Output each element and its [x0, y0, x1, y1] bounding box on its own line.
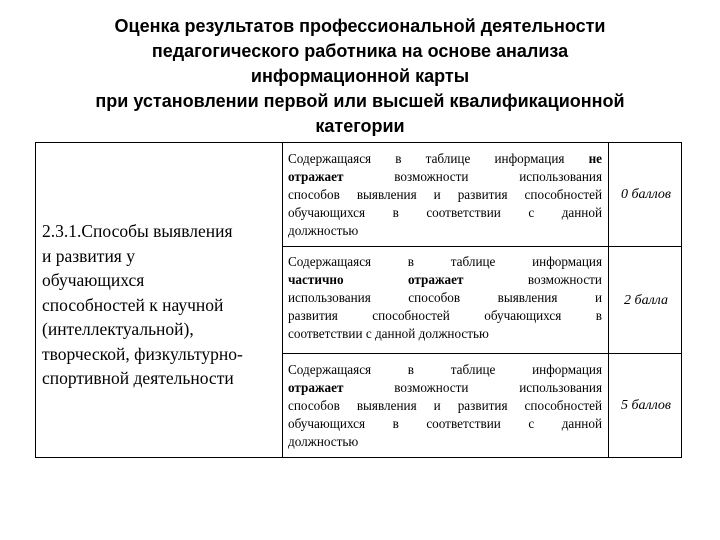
page-title — [40, 14, 680, 139]
description-line: должностью — [288, 223, 359, 238]
column-divider — [282, 143, 283, 457]
description-line: развития способностей обучающихся в — [288, 308, 602, 323]
row-score: 5 баллов — [621, 398, 671, 413]
description-line: способов выявления и развития способностей — [288, 398, 603, 413]
title-line: информационной карты — [250, 66, 470, 86]
row-score: 0 баллов — [621, 187, 671, 202]
criterion-line: спортивной деятельности — [42, 368, 234, 388]
description-line: отражает возможности использования — [288, 169, 603, 184]
title-line: при установлении первой или высшей квалификационной — [95, 91, 625, 111]
description-line: Содержащаяся в таблице информация — [288, 254, 603, 269]
row-description — [288, 150, 602, 240]
row-divider — [282, 353, 681, 354]
row-divider — [282, 246, 681, 247]
criterion-cell — [42, 219, 280, 391]
criterion-line: обучающихся — [42, 270, 145, 290]
description-line: отражает возможности использования — [288, 380, 603, 395]
description-line: обучающихся в соответствии с данной — [288, 205, 603, 220]
criterion-line: и развития у — [42, 245, 135, 266]
description-line: использования способов выявления и — [288, 290, 602, 305]
description-line: должностью — [288, 434, 359, 449]
title-line: категории — [315, 116, 405, 136]
description-line: соответствии с данной должностью — [288, 326, 489, 341]
description-line: частично отражает возможности — [288, 272, 602, 287]
criterion-line: (интеллектуальной), — [42, 319, 194, 339]
criterion-line: 2.3.1.Способы выявления — [42, 221, 233, 241]
criteria-table — [35, 142, 682, 458]
title-line: Оценка результатов профессиональной деятельности — [114, 16, 606, 36]
criterion-line: творческой, физкультурно- — [42, 343, 243, 364]
title-line: педагогического работника на основе анализа — [151, 41, 569, 61]
description-line: способов выявления и развития способностей — [288, 187, 603, 202]
description-line: Содержащаяся в таблице информация — [288, 362, 603, 377]
row-description — [288, 253, 602, 343]
row-score: 2 балла — [624, 293, 668, 308]
row-description — [288, 361, 602, 451]
description-line: Содержащаяся в таблице информация не — [288, 151, 603, 166]
column-divider — [608, 143, 609, 457]
criterion-line: способностей к научной — [42, 294, 224, 315]
description-line: обучающихся в соответствии с данной — [288, 416, 603, 431]
